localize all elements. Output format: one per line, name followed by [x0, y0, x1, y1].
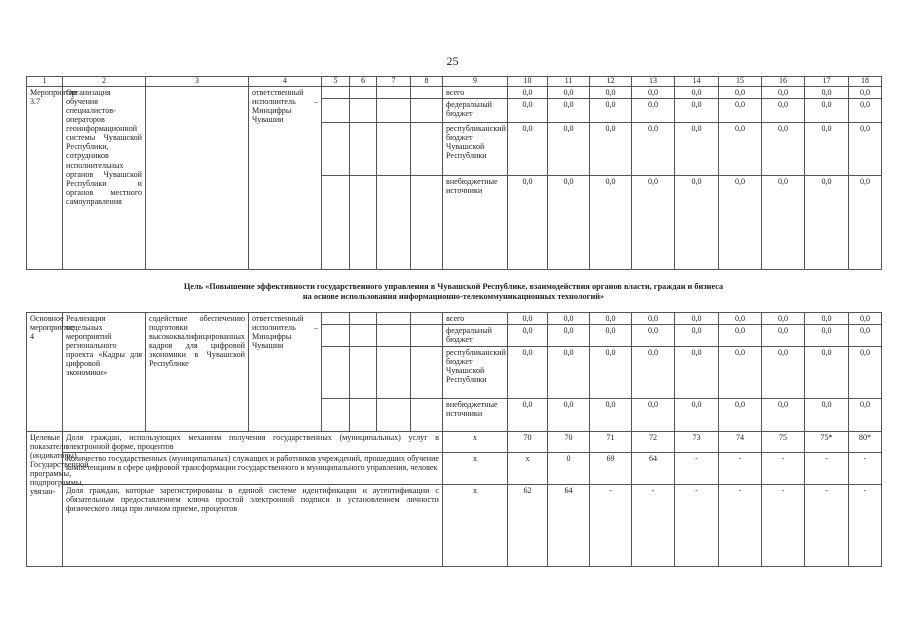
page-number: 25	[446, 54, 459, 68]
value-cell: 0,0	[762, 176, 805, 270]
value-cell: -	[590, 485, 632, 567]
value-cell: 0,0	[508, 87, 548, 99]
value-cell: 69	[590, 453, 632, 485]
event-code: Мероприятие 3.7	[27, 87, 63, 270]
value-cell: 0,0	[675, 87, 719, 99]
value-cell: 0,0	[590, 347, 632, 399]
value-cell: 0,0	[849, 176, 882, 270]
value-cell: -	[762, 485, 805, 567]
value-cell: 0,0	[849, 313, 882, 325]
event-purpose: содействие обеспечению подготовки высококвалифицированных кадров для цифровой экономики в Чувашской Республике	[146, 313, 249, 432]
indicator-text: Количество государственных (муниципальных) служащих и работников учреждений, прошедших обучение компетенциям в сфере цифровой трансформации государственного и муниципального управления, человек	[63, 453, 443, 485]
value-cell: 0,0	[719, 123, 762, 176]
value-cell: 0,0	[762, 325, 805, 347]
value-cell: 0,0	[849, 87, 882, 99]
value-cell: 0,0	[508, 325, 548, 347]
value-cell: 0,0	[632, 399, 675, 432]
value-cell: 0,0	[632, 313, 675, 325]
col-header: 2	[63, 77, 146, 87]
col-header: 9	[443, 77, 508, 87]
value-cell: 0,0	[719, 313, 762, 325]
event-purpose	[146, 87, 249, 270]
value-cell: -	[849, 485, 882, 567]
funding-source: всего	[443, 87, 508, 99]
value-cell: 0,0	[675, 313, 719, 325]
funding-source: федеральный бюджет	[443, 325, 508, 347]
indicator-row	[27, 453, 882, 485]
col-header: 8	[411, 77, 443, 87]
value-cell: 70	[548, 432, 590, 453]
value-cell: 80*	[849, 432, 882, 453]
event-title: Реализация отдельных мероприятий регионального проекта «Кадры для цифровой экономики»	[63, 313, 146, 432]
event-executor: ответственный исполнитель – Минцифры Чувашии	[249, 87, 322, 270]
value-cell: 0,0	[849, 123, 882, 176]
col-header: 13	[632, 77, 675, 87]
value-cell: 64	[632, 453, 675, 485]
value-cell: 0,0	[805, 99, 849, 123]
goal-line-2: на основе использования информационно-телекоммуникационных технологий»	[302, 291, 605, 301]
value-cell: 71	[590, 432, 632, 453]
value-cell: 64	[548, 485, 590, 567]
col-header: 16	[762, 77, 805, 87]
col-header: 1	[27, 77, 63, 87]
col-header: 3	[146, 77, 249, 87]
value-cell: 70	[508, 432, 548, 453]
value-cell: 0,0	[632, 99, 675, 123]
value-cell: 0	[548, 453, 590, 485]
funding-source: всего	[443, 313, 508, 325]
value-cell: 0,0	[805, 176, 849, 270]
indicator-col9: х	[443, 485, 508, 567]
value-cell: -	[805, 453, 849, 485]
value-cell: 0,0	[590, 325, 632, 347]
value-cell: 0,0	[548, 325, 590, 347]
value-cell: 0,0	[632, 123, 675, 176]
value-cell: 0,0	[762, 99, 805, 123]
col-header: 18	[849, 77, 882, 87]
value-cell: 0,0	[590, 123, 632, 176]
funding-source: внебюджетные источники	[443, 399, 508, 432]
value-cell: 0,0	[849, 325, 882, 347]
value-cell: х	[508, 453, 548, 485]
indicator-col9: х	[443, 453, 508, 485]
col-header: 14	[675, 77, 719, 87]
col-header: 17	[805, 77, 849, 87]
value-cell: 0,0	[719, 347, 762, 399]
funding-source: внебюджетные источники	[443, 176, 508, 270]
value-cell: -	[675, 485, 719, 567]
column-number-row	[27, 77, 882, 87]
value-cell: 75*	[805, 432, 849, 453]
indicator-row	[27, 432, 882, 453]
value-cell: 0,0	[675, 399, 719, 432]
value-cell: 0,0	[590, 313, 632, 325]
value-cell: 0,0	[590, 399, 632, 432]
value-cell: 0,0	[675, 123, 719, 176]
value-cell: -	[632, 485, 675, 567]
table-row	[27, 313, 882, 325]
budget-table-bottom	[26, 312, 882, 567]
value-cell: 0,0	[548, 123, 590, 176]
value-cell: 0,0	[849, 99, 882, 123]
value-cell: 62	[508, 485, 548, 567]
event-title: Организация обучения специалистов-операторов геоинформационной системы Чувашской Республики, сотрудников исполнительных органов Чувашской Республики и органов местного самоуправления	[63, 87, 146, 270]
value-cell: 0,0	[805, 347, 849, 399]
col-header: 15	[719, 77, 762, 87]
value-cell: 0,0	[719, 325, 762, 347]
event-code: Основное мероприятие 4	[27, 313, 63, 432]
value-cell: 0,0	[805, 313, 849, 325]
col-header: 10	[508, 77, 548, 87]
col-header: 5	[322, 77, 350, 87]
value-cell: 0,0	[548, 87, 590, 99]
value-cell: 0,0	[675, 176, 719, 270]
value-cell: 0,0	[508, 99, 548, 123]
value-cell: 0,0	[762, 313, 805, 325]
col-header: 7	[377, 77, 411, 87]
value-cell: 0,0	[805, 325, 849, 347]
value-cell: 75	[762, 432, 805, 453]
value-cell: -	[849, 453, 882, 485]
value-cell: 0,0	[632, 87, 675, 99]
value-cell: -	[719, 485, 762, 567]
value-cell: -	[675, 453, 719, 485]
value-cell: 0,0	[762, 123, 805, 176]
value-cell: -	[719, 453, 762, 485]
value-cell: 0,0	[762, 87, 805, 99]
indicators-label: Целевые показатели (индикаторы) Государственной программы, подпрограммы, увязан-	[27, 432, 63, 567]
funding-source: республиканский бюджет Чувашской Республики	[443, 123, 508, 176]
goal-heading	[26, 282, 881, 302]
indicator-col9: х	[443, 432, 508, 453]
goal-line-1: Цель «Повышение эффективности государственного управления в Чувашской Республике, взаимодействия органов власти, граждан и бизнеса	[183, 282, 724, 291]
value-cell: 0,0	[719, 399, 762, 432]
value-cell: 0,0	[632, 325, 675, 347]
value-cell: 72	[632, 432, 675, 453]
value-cell: 0,0	[719, 176, 762, 270]
value-cell: 0,0	[508, 347, 548, 399]
value-cell: 74	[719, 432, 762, 453]
value-cell: 0,0	[548, 176, 590, 270]
value-cell: 0,0	[849, 399, 882, 432]
value-cell: 0,0	[675, 99, 719, 123]
value-cell: 0,0	[548, 313, 590, 325]
value-cell: 0,0	[508, 399, 548, 432]
funding-source: федеральный бюджет	[443, 99, 508, 123]
value-cell: 0,0	[632, 176, 675, 270]
indicator-row	[27, 485, 882, 567]
budget-table-top	[26, 76, 882, 270]
col-header: 6	[350, 77, 377, 87]
funding-source: республиканский бюджет Чувашской Республики	[443, 347, 508, 399]
value-cell: -	[805, 485, 849, 567]
table-row	[27, 87, 882, 99]
value-cell: 0,0	[590, 87, 632, 99]
value-cell: 0,0	[762, 399, 805, 432]
value-cell: 0,0	[590, 99, 632, 123]
value-cell: 0,0	[548, 99, 590, 123]
value-cell: 0,0	[805, 123, 849, 176]
value-cell: 0,0	[590, 176, 632, 270]
value-cell: 0,0	[849, 347, 882, 399]
value-cell: 0,0	[548, 347, 590, 399]
value-cell: 0,0	[675, 347, 719, 399]
value-cell: 0,0	[805, 87, 849, 99]
value-cell: 73	[675, 432, 719, 453]
value-cell: 0,0	[675, 325, 719, 347]
col-header: 11	[548, 77, 590, 87]
col-header: 12	[590, 77, 632, 87]
indicator-text: Доля граждан, использующих механизм получения государственных (муниципальных) услуг в электронной форме, процентов	[63, 432, 443, 453]
value-cell: 0,0	[719, 99, 762, 123]
value-cell: 0,0	[762, 347, 805, 399]
value-cell: -	[762, 453, 805, 485]
indicator-text: Доля граждан, которые зарегистрированы в единой системе идентификации и аутентификации с обязательным предоставлением ключа простой электронной подписи и установлением личности физического лица при личном приеме, процентов	[63, 485, 443, 567]
value-cell: 0,0	[508, 123, 548, 176]
value-cell: 0,0	[508, 176, 548, 270]
value-cell: 0,0	[632, 347, 675, 399]
col-header: 4	[249, 77, 322, 87]
value-cell: 0,0	[548, 399, 590, 432]
value-cell: 0,0	[508, 313, 548, 325]
event-executor: ответственный исполнитель – Минцифры Чувашии	[249, 313, 322, 432]
value-cell: 0,0	[719, 87, 762, 99]
value-cell: 0,0	[805, 399, 849, 432]
